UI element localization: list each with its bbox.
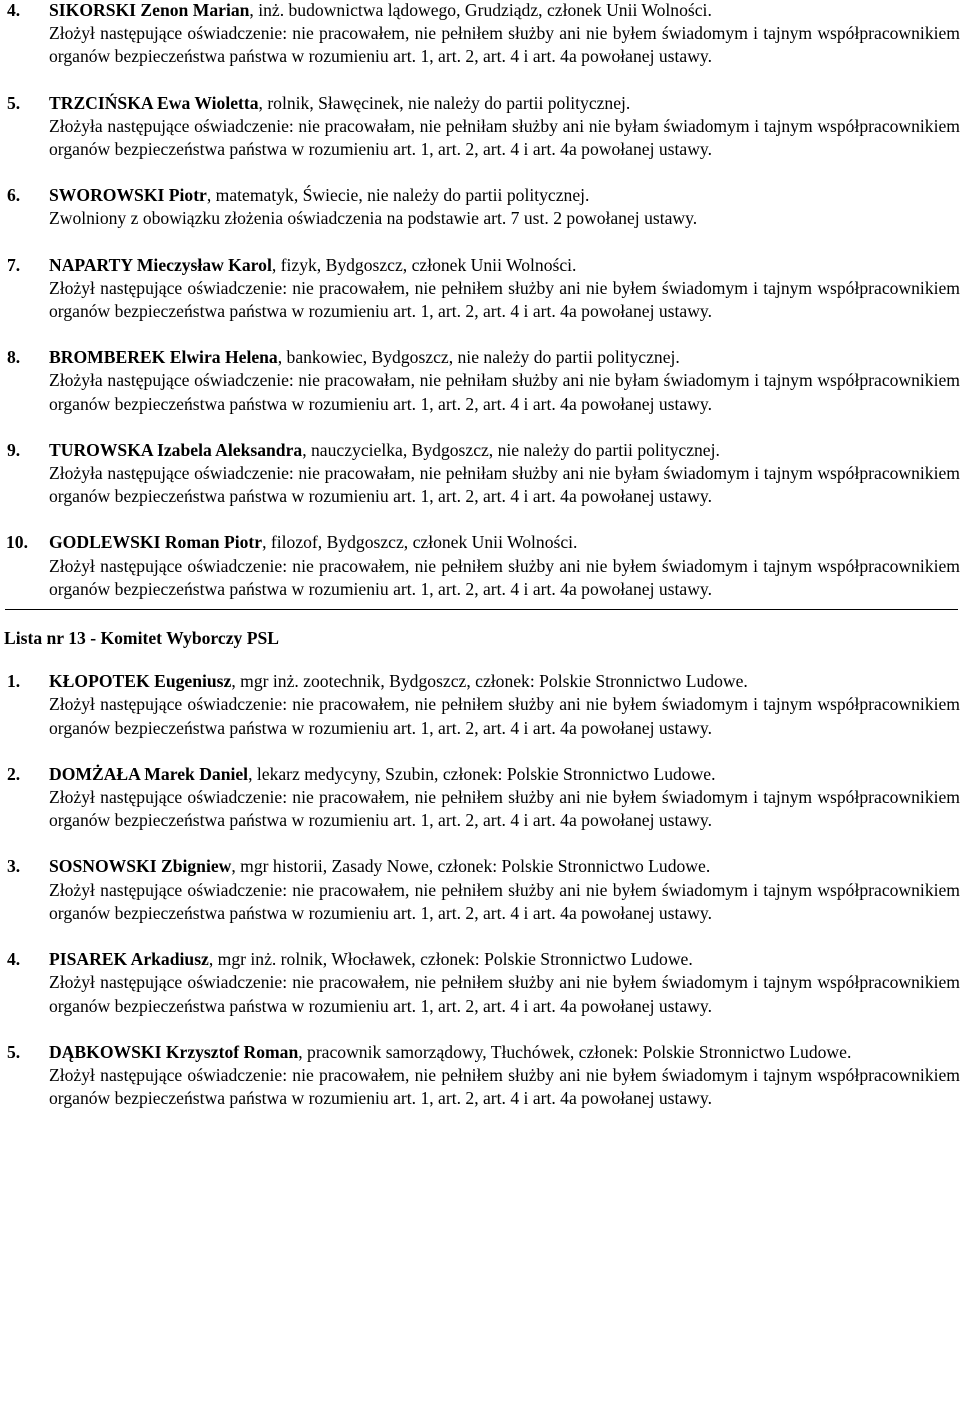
candidate-name: SOSNOWSKI Zbigniew <box>49 856 232 877</box>
candidate-name: GODLEWSKI Roman Piotr <box>49 532 263 553</box>
list13-entry-4 <box>0 948 960 1018</box>
candidate-header <box>49 855 960 878</box>
candidate-number: 8. <box>7 347 21 368</box>
candidate-name: NAPARTY Mieczysław Karol <box>49 254 272 275</box>
candidate-header <box>49 92 960 115</box>
candidate-statement: Złożył następujące oświadczenie: nie pracowałem, nie pełniłem służby ani nie byłem świadomym i tajnym współpracownikiem organów bezpieczeństwa państwa w rozumieniu art. 1, art. 2, art. 4 i art. 4a powołanej ustawy. <box>49 972 960 1016</box>
candidate-details: , mgr historii, Zasady Nowe, członek: Polskie Stronnictwo Ludowe. <box>231 856 711 877</box>
candidate-number: 4. <box>7 0 21 20</box>
candidate-number: 5. <box>7 1041 21 1062</box>
candidate-entry-4 <box>0 0 960 69</box>
candidate-statement: Złożył następujące oświadczenie: nie pracowałem, nie pełniłem służby ani nie byłem świadomym i tajnym współpracownikiem organów bezpieczeństwa państwa w rozumieniu art. 1, art. 2, art. 4 i art. 4a powołanej ustawy. <box>49 277 960 322</box>
list13-entry-3 <box>0 855 960 925</box>
candidate-details: , mgr inż. rolnik, Włocławek, członek: Polskie Stronnictwo Ludowe. <box>208 949 693 970</box>
candidate-number: 5. <box>7 92 21 113</box>
candidate-header <box>49 670 960 693</box>
candidate-details: , inż. budownictwa lądowego, Grudziądz, członek Unii Wolności. <box>249 0 712 20</box>
candidate-name: DĄBKOWSKI Krzysztof Roman <box>49 1041 299 1062</box>
candidate-name: PISAREK Arkadiusz <box>49 949 209 970</box>
candidate-header <box>49 531 960 554</box>
candidate-statement: Złożył następujące oświadczenie: nie pracowałem, nie pełniłem służby ani nie byłem świadomym i tajnym współpracownikiem organów bezpieczeństwa państwa w rozumieniu art. 1, art. 2, art. 4 i art. 4a powołanej ustawy. <box>49 1064 960 1109</box>
candidate-statement: Złożył następujące oświadczenie: nie pracowałem, nie pełniłem służby ani nie byłem świadomym i tajnym współpracownikiem organów bezpieczeństwa państwa w rozumieniu art. 1, art. 2, art. 4 i art. 4a powołanej ustawy. <box>49 23 960 67</box>
candidate-name: SWOROWSKI Piotr <box>49 185 207 206</box>
candidate-header <box>49 0 960 22</box>
section-divider <box>5 609 958 610</box>
candidate-name: KŁOPOTEK Eugeniusz <box>49 671 232 692</box>
candidate-details: , fizyk, Bydgoszcz, członek Unii Wolności. <box>271 254 577 275</box>
candidate-statement: Złożyła następujące oświadczenie: nie pracowałam, nie pełniłam służby ani nie byłam świadomym i tajnym współpracownikiem organów bezpieczeństwa państwa w rozumieniu art. 1, art. 2, art. 4 i art. 4a powołanej ustawy. <box>49 115 960 160</box>
candidate-header <box>49 439 960 462</box>
candidate-details: , bankowiec, Bydgoszcz, nie należy do partii politycznej. <box>277 347 680 368</box>
candidate-details: , nauczycielka, Bydgoszcz, nie należy do partii politycznej. <box>302 439 720 460</box>
candidate-name: BROMBEREK Elwira Helena <box>49 347 278 368</box>
candidate-header <box>49 763 960 786</box>
candidate-details: , filozof, Bydgoszcz, członek Unii Wolności. <box>262 532 578 553</box>
candidate-name: DOMŻAŁA Marek Daniel <box>49 763 249 784</box>
candidate-number: 7. <box>7 254 21 275</box>
candidate-entry-5 <box>0 92 960 162</box>
candidate-statement: Zwolniony z obowiązku złożenia oświadczenia na podstawie art. 7 ust. 2 powołanej ustawy. <box>49 208 698 229</box>
candidate-number: 1. <box>7 671 21 692</box>
candidate-number: 3. <box>7 856 21 877</box>
candidate-number: 2. <box>7 763 21 784</box>
candidate-name: TRZCIŃSKA Ewa Wioletta <box>49 92 259 113</box>
candidate-details: , rolnik, Sławęcinek, nie należy do partii politycznej. <box>258 92 631 113</box>
candidate-details: , matematyk, Świecie, nie należy do partii politycznej. <box>206 185 590 206</box>
candidate-statement: Złożył następujące oświadczenie: nie pracowałem, nie pełniłem służby ani nie byłem świadomym i tajnym współpracownikiem organów bezpieczeństwa państwa w rozumieniu art. 1, art. 2, art. 4 i art. 4a powołanej ustawy. <box>49 787 960 831</box>
candidate-entry-10 <box>0 531 960 601</box>
candidate-details: , pracownik samorządowy, Tłuchówek, członek: Polskie Stronnictwo Ludowe. <box>298 1041 852 1062</box>
candidate-entry-7 <box>0 254 960 324</box>
list-title: Lista nr 13 - Komitet Wyborczy PSL <box>4 628 279 649</box>
candidate-number: 10. <box>6 532 28 553</box>
candidate-header <box>49 254 960 277</box>
candidate-entry-8 <box>0 346 960 416</box>
candidate-header <box>49 184 960 207</box>
candidate-number: 6. <box>7 185 21 206</box>
candidate-statement: Złożyła następujące oświadczenie: nie pracowałam, nie pełniłam służby ani nie byłam świadomym i tajnym współpracownikiem organów bezpieczeństwa państwa w rozumieniu art. 1, art. 2, art. 4 i art. 4a powołanej ustawy. <box>49 370 960 414</box>
candidate-statement: Złożył następujące oświadczenie: nie pracowałem, nie pełniłem służby ani nie byłem świadomym i tajnym współpracownikiem organów bezpieczeństwa państwa w rozumieniu art. 1, art. 2, art. 4 i art. 4a powołanej ustawy. <box>49 879 960 923</box>
candidate-statement: Złożył następujące oświadczenie: nie pracowałem, nie pełniłem służby ani nie byłem świadomym i tajnym współpracownikiem organów bezpieczeństwa państwa w rozumieniu art. 1, art. 2, art. 4 i art. 4a powołanej ustawy. <box>49 555 960 599</box>
candidate-number: 9. <box>7 439 21 460</box>
list13-entry-5 <box>0 1041 960 1111</box>
candidate-statement: Złożyła następujące oświadczenie: nie pracowałam, nie pełniłam służby ani nie byłam świadomym i tajnym współpracownikiem organów bezpieczeństwa państwa w rozumieniu art. 1, art. 2, art. 4 i art. 4a powołanej ustawy. <box>49 463 960 507</box>
candidate-entry-9 <box>0 439 960 509</box>
candidate-header <box>49 948 960 971</box>
list13-entry-2 <box>0 763 960 833</box>
candidate-header <box>49 346 960 369</box>
list13-entry-1 <box>0 670 960 740</box>
candidate-number: 4. <box>7 949 21 970</box>
candidate-details: , lekarz medycyny, Szubin, członek: Polskie Stronnictwo Ludowe. <box>248 763 716 784</box>
candidate-name: SIKORSKI Zenon Marian <box>49 0 250 20</box>
candidate-details: , mgr inż. zootechnik, Bydgoszcz, członek: Polskie Stronnictwo Ludowe. <box>231 671 748 692</box>
candidate-entry-6 <box>0 184 960 230</box>
candidate-header <box>49 1041 960 1064</box>
candidate-name: TUROWSKA Izabela Aleksandra <box>49 439 303 460</box>
candidate-statement: Złożył następujące oświadczenie: nie pracowałem, nie pełniłem służby ani nie byłem świadomym i tajnym współpracownikiem organów bezpieczeństwa państwa w rozumieniu art. 1, art. 2, art. 4 i art. 4a powołanej ustawy. <box>49 694 960 738</box>
